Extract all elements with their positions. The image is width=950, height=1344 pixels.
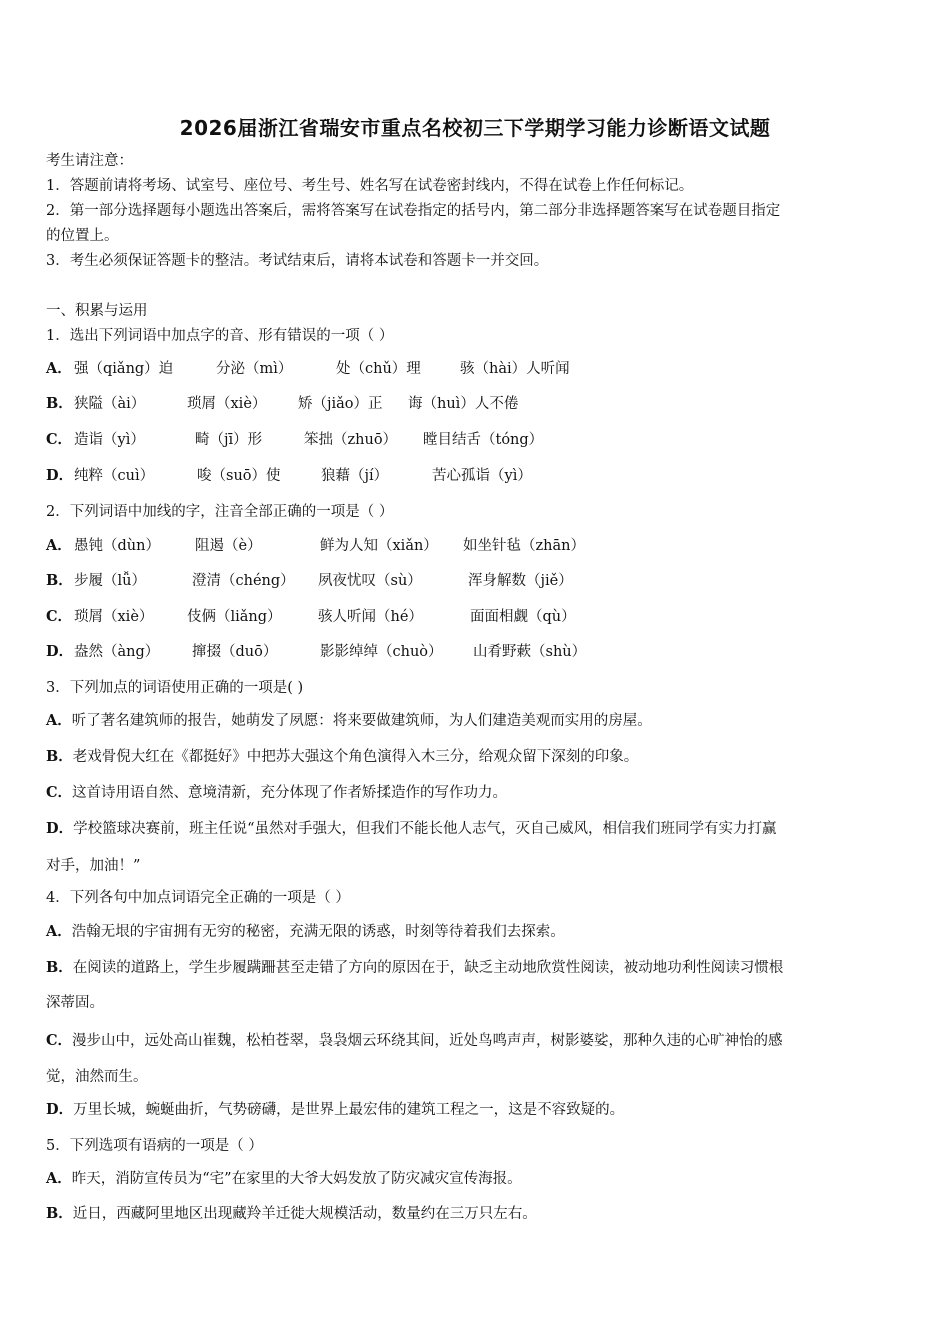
option-text: 昨天，消防宣传员为“宅”在家里的大爷大妈发放了防灾减灾宣传海报。 xyxy=(71,1171,522,1187)
option-label: C． xyxy=(46,431,73,448)
question-5-option-a xyxy=(46,1170,522,1188)
option-label: B． xyxy=(46,395,73,412)
option-text: 学校篮球决赛前，班主任说“虽然对手强大，但我们不能长他人志气，灭自己威风，相信我们班同学有实力打赢 xyxy=(73,821,777,837)
option-term: 畸（jī）形 xyxy=(195,432,263,448)
notice-item-1: 1．答题前请将考场、试室号、座位号、考生号、姓名写在试卷密封线内，不得在试卷上作任何标记。 xyxy=(46,178,694,194)
option-term: 狼藉（jí） xyxy=(321,468,389,484)
option-term: 瞠目结舌（tóng） xyxy=(423,432,544,448)
option-label: D． xyxy=(46,820,74,837)
option-term: 夙夜忧叹（sù） xyxy=(318,573,422,589)
option-term: 愚钝（dùn） xyxy=(74,538,160,554)
question-4-option-c xyxy=(46,1032,783,1050)
section-heading: 一、积累与运用 xyxy=(46,303,148,319)
question-4-option-b xyxy=(46,959,783,977)
option-term: 步履（lǚ） xyxy=(74,573,146,589)
option-term: 伎俩（liǎng） xyxy=(187,609,282,625)
option-label: C． xyxy=(46,608,73,625)
question-2-stem: 2．下列词语中加线的字，注音全部正确的一项是（ ） xyxy=(46,504,394,520)
option-text: 浩翰无垠的宇宙拥有无穷的秘密，充满无限的诱惑，时刻等待着我们去探索。 xyxy=(71,924,565,940)
question-3-option-c xyxy=(46,784,507,802)
option-term: 唆（suō）使 xyxy=(197,468,281,484)
option-term: 浑身解数（jiě） xyxy=(468,573,573,589)
option-label: D． xyxy=(46,1101,74,1118)
option-label: A． xyxy=(46,360,72,377)
option-term: 影影绰绰（chuò） xyxy=(320,644,443,660)
option-term: 处（chǔ）理 xyxy=(336,361,421,377)
question-3-option-a xyxy=(46,712,652,730)
option-term: 鲜为人知（xiǎn） xyxy=(320,538,438,554)
question-3-option-d-cont: 对手，加油！” xyxy=(46,858,141,874)
option-text: 近日，西藏阿里地区出现藏羚羊迁徙大规模活动，数量约在三万只左右。 xyxy=(72,1206,537,1222)
option-term: 强（qiǎng）迫 xyxy=(74,361,174,377)
question-3-option-b xyxy=(46,748,638,766)
option-term: 琐屑（xiè） xyxy=(74,609,154,625)
option-term: 分泌（mì） xyxy=(216,361,293,377)
option-term: 山肴野蔌（shù） xyxy=(473,644,587,660)
question-4-stem: 4．下列各句中加点词语完全正确的一项是（ ） xyxy=(46,890,350,906)
option-text: 听了著名建筑师的报告，她萌发了夙愿：将来要做建筑师，为人们建造美观而实用的房屋。 xyxy=(71,713,652,729)
option-label: D． xyxy=(46,643,74,660)
option-term: 盎然（àng） xyxy=(74,644,160,660)
option-text: 在阅读的道路上，学生步履蹒跚甚至走错了方向的原因在于，缺乏主动地欣赏性阅读，被动地功利性阅读习惯根 xyxy=(72,960,784,976)
option-term: 阻遏（è） xyxy=(195,538,262,554)
option-label: A． xyxy=(46,537,72,554)
option-term: 骇（hài）人听闻 xyxy=(460,361,570,377)
option-term: 面面相觑（qù） xyxy=(470,609,576,625)
question-1-stem: 1．选出下列词语中加点字的音、形有错误的一项（ ） xyxy=(46,328,394,344)
question-4-option-b-cont: 深蒂固。 xyxy=(46,995,104,1011)
option-text: 这首诗用语自然、意境清新，充分体现了作者矫揉造作的写作功力。 xyxy=(72,785,508,801)
option-label: A． xyxy=(46,1170,72,1187)
option-term: 苦心孤诣（yì） xyxy=(432,468,532,484)
notice-item-3: 3．考生必须保证答题卡的整洁。考试结束后，请将本试卷和答题卡一并交回。 xyxy=(46,253,549,269)
question-5-option-b xyxy=(46,1205,537,1223)
option-label: D． xyxy=(46,467,74,484)
notice-header: 考生请注意： xyxy=(46,153,133,169)
option-label: B． xyxy=(46,748,73,765)
option-label: B． xyxy=(46,1205,73,1222)
option-text: 万里长城，蜿蜒曲折，气势磅礴，是世界上最宏伟的建筑工程之一，这是不容致疑的。 xyxy=(73,1102,625,1118)
option-label: A． xyxy=(46,923,72,940)
option-text: 老戏骨倪大红在《都挺好》中把苏大强这个角色演得入木三分，给观众留下深刻的印象。 xyxy=(72,749,639,765)
option-term: 澄清（chéng） xyxy=(192,573,295,589)
option-text: 漫步山中，远处高山崔魏，松柏苍翠，袅袅烟云环绕其间，近处鸟鸣声声，树影婆娑，那种久违的心旷神怡的感 xyxy=(72,1033,783,1049)
question-4-option-a xyxy=(46,923,565,941)
option-term: 造诣（yì） xyxy=(74,432,145,448)
page-title: 2026届浙江省瑞安市重点名校初三下学期学习能力诊断语文试题 xyxy=(179,116,771,140)
notice-item-2-cont: 的位置上。 xyxy=(46,228,119,244)
option-term: 笨拙（zhuō） xyxy=(304,432,398,448)
notice-item-2: 2．第一部分选择题每小题选出答案后，需将答案写在试卷指定的括号内，第二部分非选择题答案写在试卷题目指定 xyxy=(46,203,781,219)
question-4-option-c-cont: 觉，油然而生。 xyxy=(46,1069,148,1085)
option-term: 矫（jiǎo）正 xyxy=(298,396,383,412)
option-label: C． xyxy=(46,784,73,801)
option-term: 纯粹（cuì） xyxy=(74,468,155,484)
option-term: 琐屑（xiè） xyxy=(187,396,267,412)
question-3-option-d xyxy=(46,820,777,838)
question-3-stem: 3．下列加点的词语使用正确的一项是( ) xyxy=(46,680,304,696)
option-term: 撺掇（duō） xyxy=(192,644,278,660)
option-label: B． xyxy=(46,572,73,589)
question-5-stem: 5．下列选项有语病的一项是（ ） xyxy=(46,1138,263,1154)
question-4-option-d xyxy=(46,1101,624,1119)
option-term: 诲（huì）人不倦 xyxy=(408,396,519,412)
option-label: A． xyxy=(46,712,72,729)
option-term: 如坐针毡（zhān） xyxy=(463,538,585,554)
option-term: 狭隘（ài） xyxy=(74,396,146,412)
option-label: B． xyxy=(46,959,73,976)
option-label: C． xyxy=(46,1032,73,1049)
option-term: 骇人听闻（hé） xyxy=(318,609,423,625)
